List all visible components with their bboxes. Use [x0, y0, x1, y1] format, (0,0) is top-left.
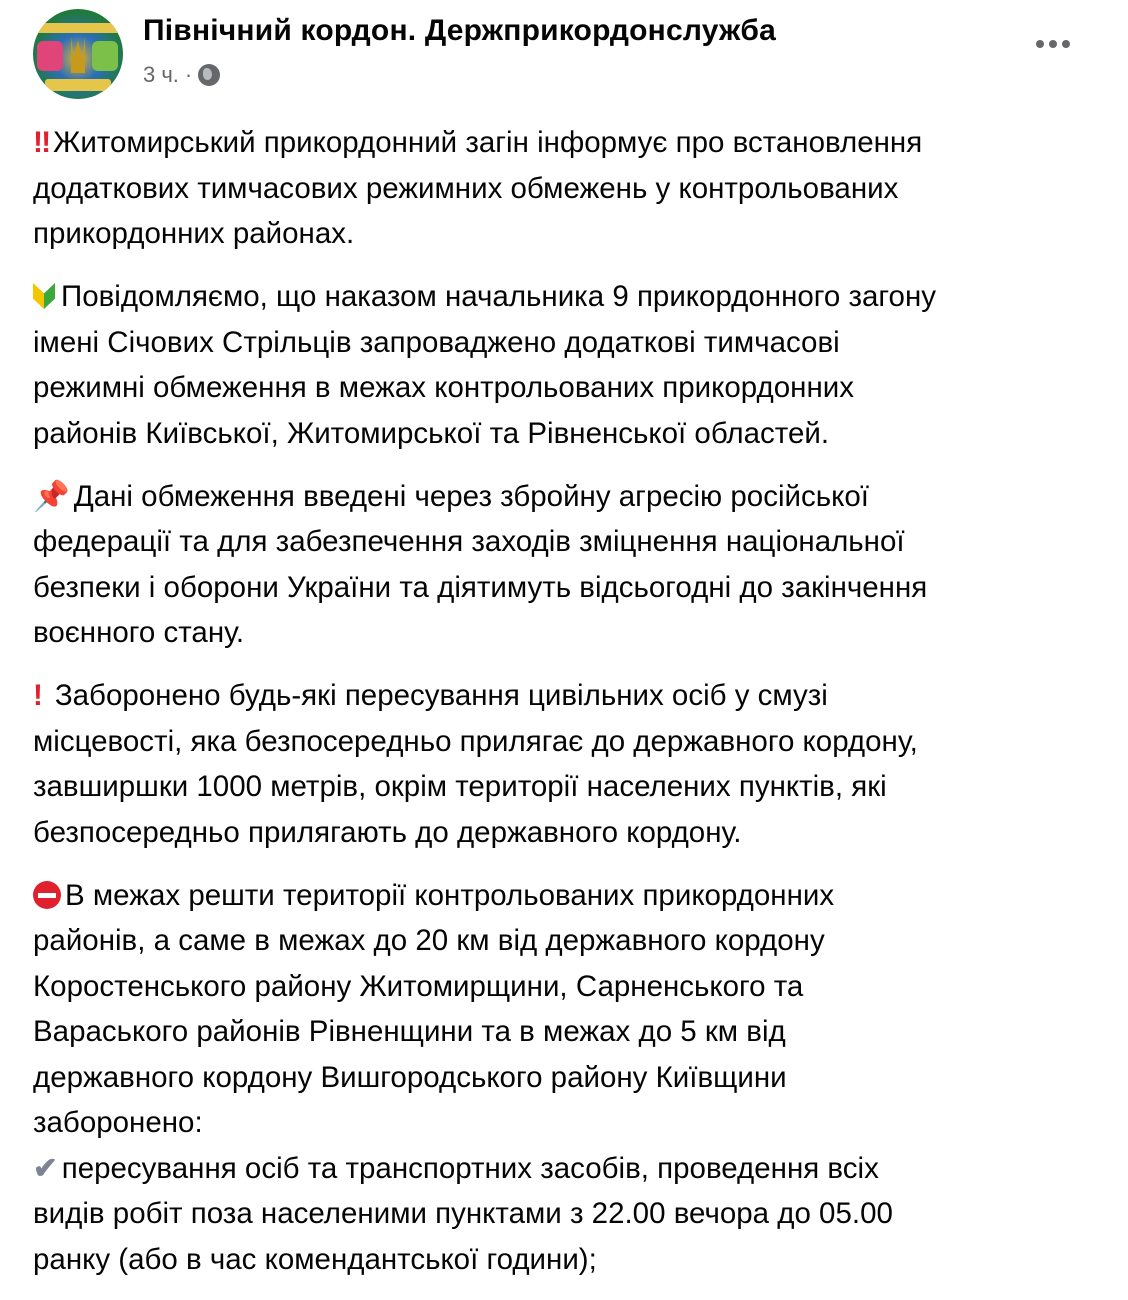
post-text [33, 120, 936, 1300]
text-line [33, 1237, 936, 1283]
line-text: пересування осіб та транспортних засобів, проведення всіх [61, 1151, 879, 1185]
check-mark-icon: ✔ [33, 1151, 58, 1185]
text-line [33, 565, 936, 611]
line-text: державного кордону Вишгородського району Київщини [33, 1060, 787, 1094]
line-text: Дані обмеження введені через збройну агресію російської [73, 479, 869, 513]
post-paragraph [33, 1146, 936, 1283]
beginner-symbol-icon [33, 283, 55, 309]
line-text: безпеки і оборони України та діятимуть відсьогодні до закінчення [33, 570, 928, 604]
text-line [33, 1055, 936, 1101]
text-line [33, 964, 936, 1010]
page-avatar[interactable] [33, 9, 123, 99]
text-line [33, 120, 936, 166]
line-text: безпосередньо прилягають до державного кордону. [33, 815, 742, 849]
text-line [33, 1146, 936, 1192]
post-paragraph [33, 873, 936, 1146]
post-header [0, 0, 1128, 110]
line-text: воєнного стану. [33, 616, 245, 649]
line-text: Вараського районів Рівненщини та в межах до 5 км від [33, 1015, 786, 1048]
exclamation-icon: ! [33, 679, 43, 712]
line-text: Повідомляємо, що наказом начальника 9 прикордонного загону [61, 280, 936, 313]
line-text: Житомирський прикордонний загін інформує про встановлення [53, 126, 923, 159]
line-text: В межах решти території контрольованих прикордонних [65, 878, 835, 912]
line-text: Коростенського району Житомирщини, Сарненського та [33, 969, 804, 1003]
line-text: видів робіт поза населеними пунктами з 22.00 вечора до 05.00 [33, 1197, 893, 1230]
meta-separator: · [184, 62, 193, 87]
text-line [33, 673, 936, 719]
line-text: імені Січових Стрільців запроваджено додаткові тимчасові [33, 325, 840, 359]
line-text: додаткових тимчасових режимних обмежень у контрольованих [33, 171, 899, 205]
post-paragraph [33, 120, 936, 257]
line-text: районів Київської, Житомирської та Рівненської областей. [33, 416, 830, 450]
double-exclamation-icon: ‼ [33, 126, 48, 159]
text-line [33, 274, 936, 320]
line-text: Заборонено будь-які пересування цивільних осіб у смузі [54, 679, 828, 712]
text-line [33, 519, 936, 565]
pushpin-icon: 📌 [33, 479, 70, 513]
text-line [33, 365, 936, 411]
post-paragraph [33, 673, 936, 855]
text-line [33, 873, 936, 919]
line-text: ранку (або в час комендантської години); [33, 1242, 597, 1276]
post-paragraph [33, 274, 936, 456]
page-name-link[interactable]: Північний кордон. Держприкордонслужба [143, 14, 777, 47]
no-entry-icon [33, 881, 61, 909]
more-options-button[interactable] [1036, 40, 1070, 48]
line-text: завширшки 1000 метрів, окрім території населених пунктів, які [33, 770, 887, 803]
line-text: місцевості, яка безпосередньо прилягає до державного кордону, [33, 724, 918, 758]
line-text: районів, а саме в межах до 20 км від державного кордону [33, 924, 825, 957]
line-text: заборонено: [33, 1106, 203, 1139]
text-line [33, 474, 936, 520]
text-line [33, 166, 936, 212]
globe-icon[interactable] [198, 64, 220, 86]
text-line [33, 719, 936, 765]
text-line [33, 1191, 936, 1237]
post-paragraph [33, 474, 936, 656]
ellipsis-dot [1062, 40, 1070, 48]
post-meta [143, 62, 220, 88]
text-line [33, 1100, 936, 1146]
ellipsis-dot [1049, 40, 1057, 48]
text-line [33, 320, 936, 366]
ellipsis-icon [1036, 40, 1044, 48]
line-text: прикордонних районах. [33, 217, 355, 250]
text-line [33, 610, 936, 656]
text-line [33, 810, 936, 856]
text-line [33, 211, 936, 257]
post-timestamp[interactable]: 3 ч. [143, 62, 179, 87]
text-line [33, 918, 936, 964]
line-text: режимні обмеження в межах контрольованих прикордонних [33, 371, 854, 404]
line-text: федерації та для забезпечення заходів зміцнення національної [33, 525, 905, 558]
text-line [33, 764, 936, 810]
text-line [33, 411, 936, 457]
text-line [33, 1009, 936, 1055]
